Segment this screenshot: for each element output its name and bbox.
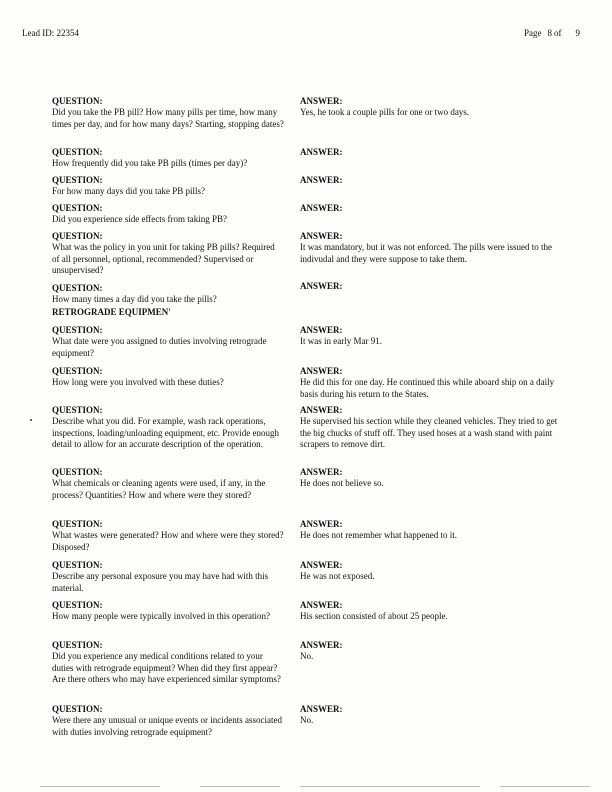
question-block [52,405,284,451]
answer-text: Yes, he took a couple pills for one or two days. [300,107,470,118]
answer-text: He does not believe so. [300,478,384,489]
question-label: QUESTION: [52,366,103,376]
answer-label: ANSWER: [300,640,343,650]
question-block [52,519,284,553]
question-text: Did you experience side effects from taking PB? [52,214,228,225]
question-label: QUESTION: [52,467,103,477]
answer-text: He was not exposed. [300,571,375,582]
answer-label: ANSWER: [300,467,343,477]
question-text: How many people were typically involved in this operation? [52,611,270,622]
answer-label: ANSWER: [300,203,343,213]
question-block [52,231,284,277]
question-block [52,203,284,226]
question-label: QUESTION: [52,704,103,714]
question-label: QUESTION: [52,147,103,157]
answer-text: No. [300,715,314,726]
question-block [52,147,284,170]
question-label: QUESTION: [52,231,103,241]
answer-label: ANSWER: [300,96,343,106]
question-label: QUESTION: [52,560,103,570]
answer-block [300,405,562,451]
question-block [52,640,284,686]
question-text: How long were you involved with these duties? [52,377,224,388]
answer-block [300,203,562,214]
answer-text: It was mandatory, but it was not enforced. The pills were issued to the indivudal and they were suppose to take them. [300,242,552,264]
answer-label: ANSWER: [300,147,343,157]
answer-block [300,281,562,292]
answer-label: ANSWER: [300,281,343,291]
question-block [52,366,284,389]
question-text: What date were you assigned to duties involving retrograde equipment? [52,336,267,358]
answer-block [300,467,562,490]
answer-block [300,560,562,583]
page-total: 9 [575,28,580,38]
answer-block [300,147,562,158]
answer-label: ANSWER: [300,366,343,376]
question-label: QUESTION: [52,519,103,529]
question-block [52,175,284,198]
question-text: What wastes were generated? How and where were they stored? Disposed? [52,530,284,552]
footer-rule [300,786,480,787]
question-block [52,600,284,623]
page-label: Page [524,28,542,38]
section-title: RETROGRADE EQUIPMEN' [52,307,171,317]
stray-mark [30,419,32,421]
answer-label: ANSWER: [300,600,343,610]
page-number: 8 [547,28,552,38]
question-block [52,560,284,594]
question-block [52,283,284,306]
question-text: Describe what you did. For example, wash rack operations, inspections, loading/unloading equipment, etc. Provide enough detail to allow for an accurate description of the operation. [52,416,279,450]
answer-block [300,640,562,663]
answer-block [300,704,562,727]
question-text: Did you experience any medical conditions related to your duties with retrograde equipment? When did they first appear? Are there others who may have experienced similar symptoms? [52,651,281,685]
page-of-label: of [554,28,562,38]
answer-text: He supervised his section while they cleaned vehicles. They tried to get the big chucks of stuff off. They used hoses at a wash stand with paint scrapers to remove dirt. [300,416,558,450]
answer-block [300,175,562,186]
question-text: Describe any personal exposure you may have had with this material. [52,571,269,593]
answer-block [300,366,562,400]
page-indicator [524,28,580,38]
answer-label: ANSWER: [300,175,343,185]
question-label: QUESTION: [52,283,103,293]
answer-block [300,325,562,348]
answer-block [300,600,562,623]
question-text: What was the policy in you unit for taking PB pills? Required of all personnel, optional, recommended? Supervised or unsupervised? [52,242,275,276]
answer-text: He did this for one day. He continued this while aboard ship on a daily basis during his return to the States. [300,377,555,399]
answer-label: ANSWER: [300,325,343,335]
answer-block [300,231,562,265]
question-block [52,704,284,738]
question-block [52,325,284,359]
question-text: How many times a day did you take the pills? [52,294,217,305]
question-text: How frequently did you take PB pills (times per day)? [52,158,248,169]
question-label: QUESTION: [52,175,103,185]
answer-text: He does not remember what happened to it. [300,530,457,541]
question-label: QUESTION: [52,405,103,415]
footer-rule [500,786,590,787]
question-block [52,467,284,501]
question-text: For how many days did you take PB pills? [52,186,205,197]
question-text: What chemicals or cleaning agents were used, if any, in the process? Quantities? How and where were they stored? [52,478,266,500]
question-text: Were there any unusual or unique events or incidents associated with duties involving retrograde equipment? [52,715,282,737]
footer-rule [200,786,280,787]
question-label: QUESTION: [52,96,103,106]
answer-label: ANSWER: [300,405,343,415]
question-label: QUESTION: [52,325,103,335]
question-label: QUESTION: [52,203,103,213]
question-block [52,96,284,130]
question-text: Did you take the PB pill? How many pills per time, how many times per day, and for how many days? Starting, stopping dates? [52,107,284,129]
footer-rule [40,786,160,787]
lead-id: Lead ID: 22354 [22,28,79,38]
answer-label: ANSWER: [300,560,343,570]
answer-text: It was in early Mar 91. [300,336,382,347]
answer-text: His section consisted of about 25 people. [300,611,448,622]
answer-text: No. [300,651,314,662]
question-label: QUESTION: [52,600,103,610]
question-label: QUESTION: [52,640,103,650]
answer-label: ANSWER: [300,704,343,714]
answer-block [300,519,562,542]
answer-block [300,96,562,119]
answer-label: ANSWER: [300,519,343,529]
answer-label: ANSWER: [300,231,343,241]
